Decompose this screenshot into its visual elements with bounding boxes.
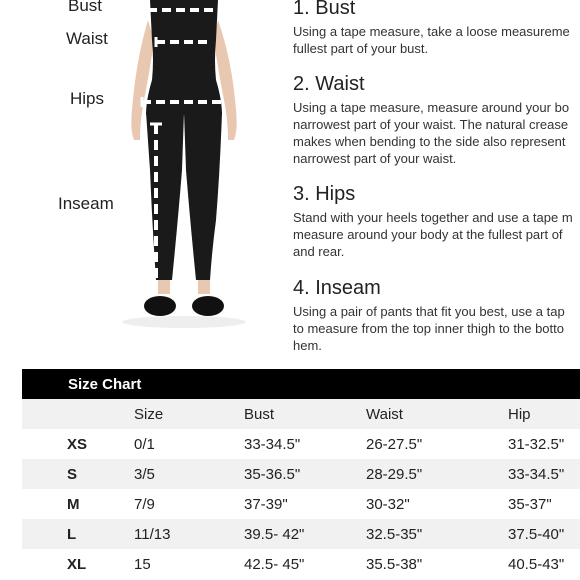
left-ankle <box>158 280 170 294</box>
size-code: XL <box>67 555 87 573</box>
table-cell: 37.5-40" <box>508 525 565 543</box>
table-cell: 39.5- 42" <box>244 525 305 543</box>
table-row <box>22 429 580 459</box>
table-cell: 3/5 <box>134 465 155 483</box>
step-line: measure around your body at the fullest part of <box>293 227 563 242</box>
model-illustration <box>110 0 290 340</box>
table-row <box>22 489 580 519</box>
size-code: XS <box>67 435 88 453</box>
step-waist <box>293 73 569 167</box>
torso <box>146 0 222 115</box>
step-hips <box>293 183 573 260</box>
size-chart-title: Size Chart <box>22 369 580 399</box>
table-cell: 40.5-43" <box>508 555 565 573</box>
table-cell: 0/1 <box>134 435 155 453</box>
right-shoe <box>192 296 224 316</box>
step-line: Using a pair of pants that fit you best, use a tap <box>293 304 565 319</box>
step-title: 4. Inseam <box>293 277 381 299</box>
table-cell: 11/13 <box>134 525 171 543</box>
table-cell: 42.5- 45" <box>244 555 305 573</box>
table-row <box>22 549 580 579</box>
step-inseam <box>293 277 565 354</box>
right-leg <box>184 112 222 280</box>
bust-label: Bust <box>68 0 103 15</box>
column-header: Bust <box>244 405 275 423</box>
step-line: hem. <box>293 338 322 353</box>
table-cell: 31-32.5" <box>508 435 565 453</box>
inseam-label: Inseam <box>58 194 114 213</box>
right-ankle <box>198 280 210 294</box>
table-cell: 35-37" <box>508 495 552 513</box>
size-code: S <box>67 465 78 483</box>
size-code: M <box>67 495 80 513</box>
step-line: Using a tape measure, measure around your bo <box>293 100 570 115</box>
size-chart-table <box>22 369 580 579</box>
step-text <box>293 209 573 260</box>
left-shoe <box>144 296 176 316</box>
step-line: narrowest part of your waist. <box>293 151 457 166</box>
waist-label: Waist <box>66 29 108 48</box>
step-line: and rear. <box>293 244 345 259</box>
step-title: 1. Bust <box>293 0 356 19</box>
floor-shadow <box>122 316 246 328</box>
table-cell: 33-34.5" <box>244 435 301 453</box>
step-line: to measure from the top inner thigh to the botto <box>293 321 564 336</box>
table-cell: 35.5-38" <box>366 555 423 573</box>
measurement-figure <box>0 0 290 360</box>
table-cell: 37-39" <box>244 495 288 513</box>
table-cell: 30-32" <box>366 495 410 513</box>
column-header: Hip <box>508 405 531 423</box>
table-cell: 7/9 <box>134 495 155 513</box>
step-title: 2. Waist <box>293 73 365 95</box>
table-header-row <box>22 399 580 429</box>
step-line: Using a tape measure, take a loose measureme <box>293 24 570 39</box>
hips-label: Hips <box>70 89 105 108</box>
table-cell: 26-27.5" <box>366 435 423 453</box>
table-cell: 33-34.5" <box>508 465 565 483</box>
step-title: 3. Hips <box>293 183 356 205</box>
table-row <box>22 459 580 489</box>
step-text <box>293 23 570 57</box>
step-bust <box>293 0 570 57</box>
step-text <box>293 99 569 167</box>
size-code: L <box>67 525 77 543</box>
step-line: Stand with your heels together and use a tape m <box>293 210 573 225</box>
column-header: Size <box>134 405 164 423</box>
step-line: narrowest part of your waist. The natural crease <box>293 117 569 132</box>
left-leg <box>146 112 184 280</box>
table-cell: 15 <box>134 555 151 573</box>
table-row <box>22 519 580 549</box>
step-line: makes when bending to the side also represent <box>293 134 566 149</box>
table-cell: 32.5-35" <box>366 525 423 543</box>
table-cell: 28-29.5" <box>366 465 423 483</box>
table-cell: 35-36.5" <box>244 465 301 483</box>
column-header: Waist <box>366 405 403 423</box>
step-text <box>293 303 565 354</box>
step-line: fullest part of your bust. <box>293 41 429 56</box>
